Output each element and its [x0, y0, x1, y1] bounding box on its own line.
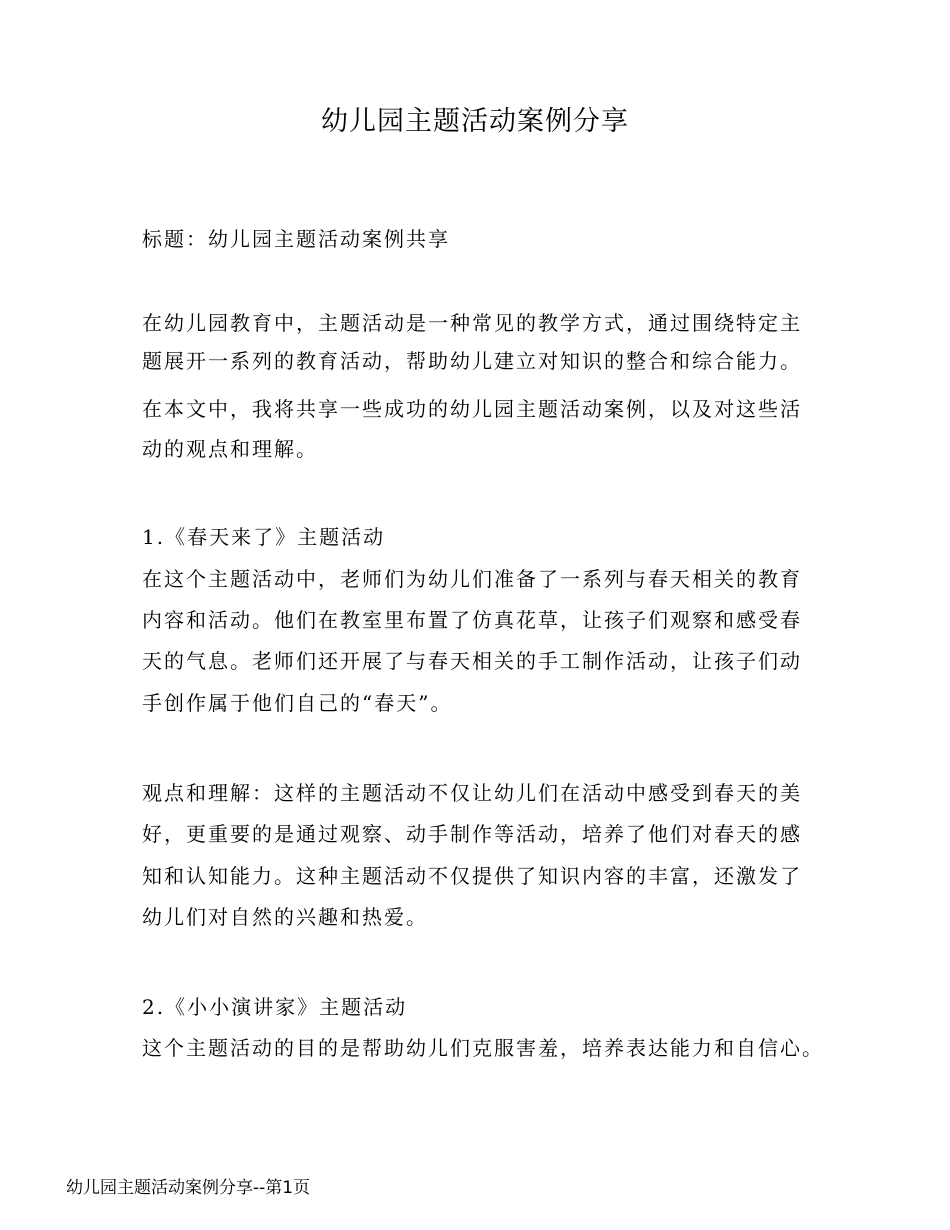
opinion-line: 好，更重要的是通过观察、动手制作等活动，培养了他们对春天的感 [142, 822, 802, 846]
document-title: 幼儿园主题活动案例分享 [321, 106, 629, 137]
section-line: 这个主题活动的目的是帮助幼儿们克服害羞，培养表达能力和自信心。 [142, 1036, 824, 1060]
intro-line: 在本文中，我将共享一些成功的幼儿园主题活动案例，以及对这些活 [142, 397, 802, 421]
opinion-line: 幼儿们对自然的兴趣和热爱。 [142, 905, 428, 929]
opinion-line: 知和认知能力。这种主题活动不仅提供了知识内容的丰富，还激发了 [142, 864, 802, 888]
section-line: 内容和活动。他们在教室里布置了仿真花草，让孩子们观察和感受春 [142, 608, 802, 632]
intro-line: 在幼儿园教育中，主题活动是一种常见的教学方式，通过围绕特定主 [142, 311, 802, 335]
section-line: 在这个主题活动中，老师们为幼儿们准备了一系列与春天相关的教育 [142, 567, 802, 591]
subtitle-line: 标题：幼儿园主题活动案例共享 [142, 227, 450, 251]
page-footer: 幼儿园主题活动案例分享--第1页 [66, 1178, 311, 1198]
opinion-line: 观点和理解：这样的主题活动不仅让幼儿们在活动中感受到春天的美 [142, 781, 802, 805]
section-heading: 2.《小小演讲家》主题活动 [142, 995, 408, 1019]
section-line: 天的气息。老师们还开展了与春天相关的手工制作活动，让孩子们动 [142, 649, 802, 673]
intro-line: 动的观点和理解。 [142, 437, 318, 461]
section-heading: 1.《春天来了》主题活动 [142, 525, 386, 549]
intro-line: 题展开一系列的教育活动，帮助幼儿建立对知识的整合和综合能力。 [142, 349, 802, 373]
section-line: 手创作属于他们自己的“春天”。 [142, 691, 453, 715]
